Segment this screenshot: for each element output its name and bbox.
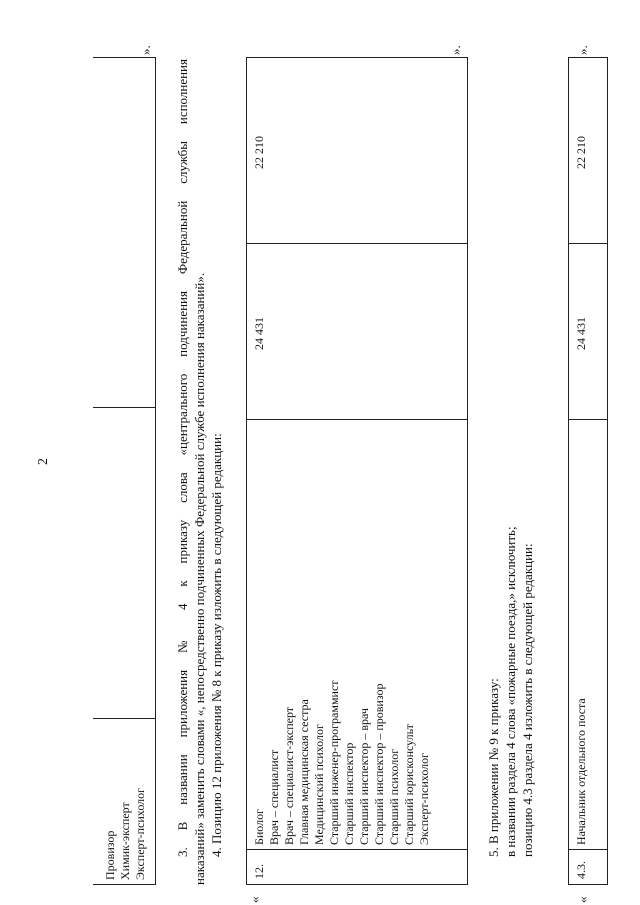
list-item: Эксперт-психолог: [417, 752, 431, 845]
column-divider: [569, 419, 607, 420]
paragraph-5-line-1: 5. В приложении № 9 к приказу:: [486, 678, 501, 857]
row-number: 12.: [252, 864, 266, 879]
row-number: 4.3.: [574, 861, 588, 879]
paragraph-5-line-2: в названии раздела 4 слова «пожарные поезда,» исключить;: [503, 526, 518, 857]
list-item: Эксперт-психолог: [133, 787, 147, 880]
list-item: Старший юрисконсульт: [402, 724, 416, 845]
paragraph-3-line-2: наказаний» заменить словами «, непосредственно подчиненных Федеральной службе исполнения наказаний».: [192, 272, 207, 885]
paragraph-5-line-3: позицию 4.3 раздела 4 изложить в следующей редакции:: [520, 543, 535, 857]
paragraph-4: 4. Позицию 12 приложения № 8 к приказу изложить в следующей редакции:: [209, 433, 224, 857]
close-quote: ».: [138, 45, 153, 55]
table-position-4-3: [568, 57, 608, 885]
column-divider: [93, 407, 155, 408]
list-item: Провизор: [103, 830, 117, 880]
list-item: Старший инспектор – врач: [357, 708, 371, 845]
table-continuation: [93, 57, 156, 885]
column-divider: [569, 849, 607, 850]
list-item: Главная медицинская сестра: [297, 699, 311, 845]
column-divider: [247, 243, 467, 244]
table-continuation-positions: [103, 788, 148, 880]
list-item: Старший инженер-программист: [327, 680, 341, 845]
column-divider: [247, 849, 467, 850]
list-item: Врач – специалист: [267, 749, 281, 845]
list-item: Медицинский психолог: [312, 724, 326, 845]
list-item: Старший инспектор: [342, 742, 356, 845]
list-item: Врач – специалист-эксперт: [282, 706, 296, 845]
close-quote: ».: [575, 45, 590, 55]
paragraph-3-line-1: 3. В названии приложения № 4 к приказу слова «центрального подчинения Федеральной службы исполнения: [175, 59, 190, 857]
value-2: 22 210: [252, 136, 266, 169]
value-1: 24 431: [574, 317, 588, 350]
list-item: Старший инспектор – провизор: [372, 683, 386, 845]
column-divider: [569, 243, 607, 244]
open-quote: «: [247, 896, 262, 903]
value-2: 22 210: [574, 136, 588, 169]
value-1: 24 431: [252, 317, 266, 350]
positions-list: [252, 680, 432, 845]
close-quote: ».: [448, 45, 463, 55]
column-divider: [247, 419, 467, 420]
list-item: Химик-эксперт: [118, 802, 132, 880]
table-position-12: [246, 57, 468, 885]
column-divider: [93, 718, 155, 719]
list-item: Старший психолог: [387, 748, 401, 845]
list-item: Биолог: [252, 808, 266, 845]
page-number: 2: [36, 458, 51, 465]
open-quote: «: [575, 896, 590, 903]
position-name: Начальник отдельного поста: [574, 698, 588, 845]
